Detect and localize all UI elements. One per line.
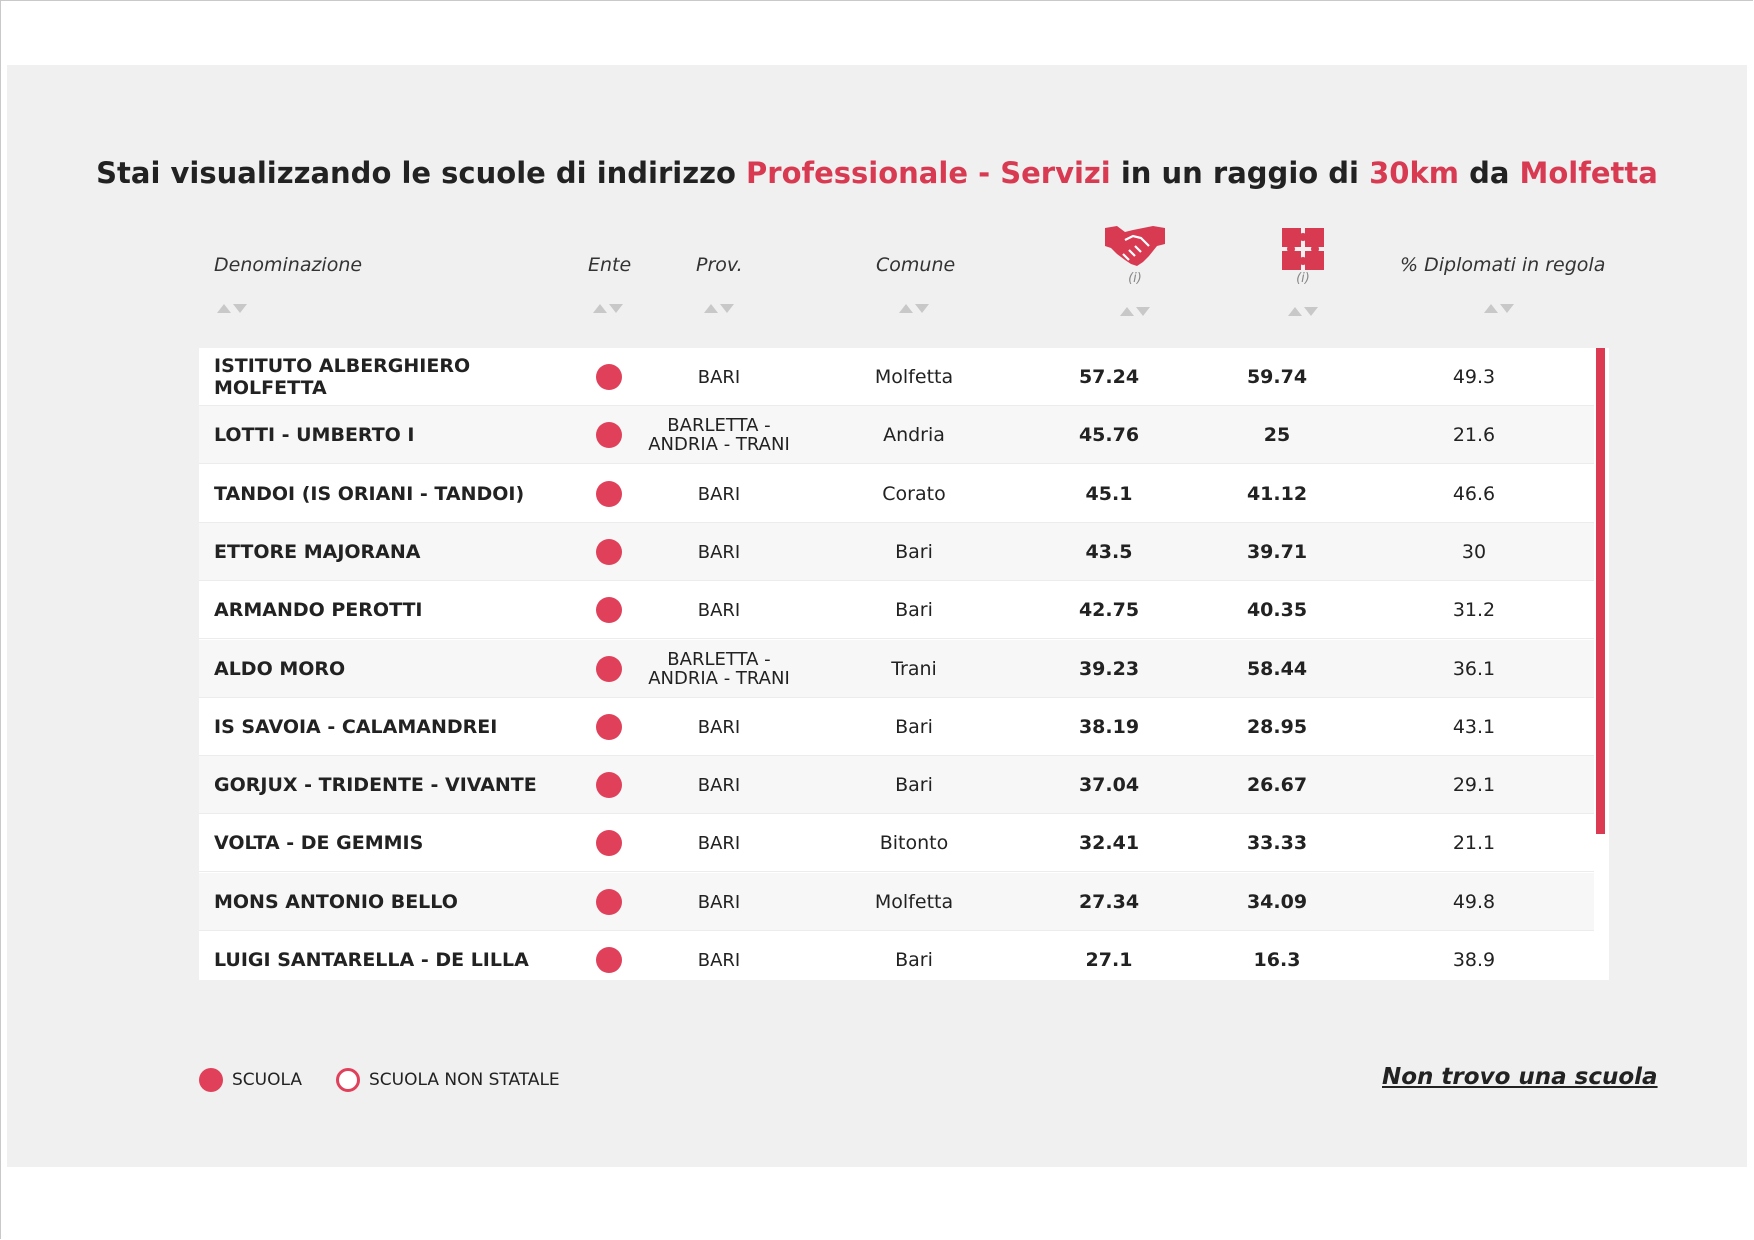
school-name[interactable]: VOLTA - DE GEMMIS [214,832,424,854]
table-row[interactable] [199,581,1594,639]
comune-cell: Trani [891,658,937,680]
value-a-cell: 32.41 [1078,832,1140,854]
sort-col-a-icon[interactable] [1118,304,1152,318]
value-b-cell: 28.95 [1246,716,1308,738]
value-b-cell: 58.44 [1246,658,1308,680]
value-b-cell: 16.3 [1253,949,1301,971]
table-row[interactable] [199,406,1594,464]
school-dot-icon [596,889,622,915]
table-row[interactable] [199,931,1594,980]
header-ente[interactable]: Ente [588,254,632,276]
school-name[interactable]: LOTTI - UMBERTO I [214,424,415,446]
sort-col-b-icon[interactable] [1286,304,1320,318]
prov-cell: BARI [697,832,741,854]
school-name[interactable]: ISTITUTO ALBERGHIERO MOLFETTA [214,355,471,399]
school-dot-icon [596,481,622,507]
school-name[interactable]: TANDOI (IS ORIANI - TANDOI) [214,483,525,505]
school-dot-icon [596,597,622,623]
indirizzo-highlight: Professionale - Servizi [746,156,1111,190]
comune-cell: Molfetta [874,891,954,913]
diplomati-cell: 43.1 [1452,716,1496,738]
prov-cell: BARI [697,891,741,913]
value-a-cell: 45.76 [1078,424,1140,446]
diplomati-cell: 49.3 [1452,366,1496,388]
value-a-cell: 57.24 [1078,366,1140,388]
comune-cell: Bitonto [879,832,949,854]
school-name[interactable]: IS SAVOIA - CALAMANDREI [214,716,498,738]
school-name[interactable]: LUIGI SANTARELLA - DE LILLA [214,949,529,971]
value-b-cell: 34.09 [1246,891,1308,913]
school-dot-icon [199,1068,223,1092]
value-b-cell: 59.74 [1246,366,1308,388]
ente-cell [594,348,624,406]
comune-cell: Bari [895,541,933,563]
table-row[interactable] [199,640,1594,698]
table-row[interactable] [199,756,1594,814]
school-dot-icon [596,539,622,565]
value-a-cell: 38.19 [1078,716,1140,738]
ente-cell [594,523,624,581]
sort-ente-icon[interactable] [591,301,625,315]
school-name[interactable]: ETTORE MAJORANA [214,541,421,563]
table-row[interactable] [199,465,1594,523]
header-comune[interactable]: Comune [876,254,956,276]
value-a-cell: 45.1 [1085,483,1133,505]
ente-cell [594,465,624,523]
table-row[interactable] [199,814,1594,872]
table-row[interactable] [199,523,1594,581]
value-b-cell: 26.67 [1246,774,1308,796]
sort-diplomati-icon[interactable] [1482,301,1516,315]
sort-denominazione-icon[interactable] [215,301,249,315]
info-icon-a[interactable]: (i) [1128,271,1142,286]
info-icon-b[interactable]: (i) [1296,271,1310,286]
puzzle-icon[interactable] [1280,226,1326,272]
school-dot-icon [596,656,622,682]
ente-cell [594,406,624,464]
diplomati-cell: 38.9 [1452,949,1496,971]
school-name[interactable]: ALDO MORO [214,658,346,680]
school-name[interactable]: GORJUX - TRIDENTE - VIVANTE [214,774,537,796]
value-a-cell: 43.5 [1085,541,1133,563]
comune-cell: Bari [895,599,933,621]
value-b-cell: 40.35 [1246,599,1308,621]
value-b-cell: 33.33 [1246,832,1308,854]
legend-non-statale: SCUOLA NON STATALE [336,1068,560,1092]
school-dot-icon [596,830,622,856]
ente-cell [594,873,624,931]
ente-cell [594,814,624,872]
value-a-cell: 37.04 [1078,774,1140,796]
value-b-cell: 39.71 [1246,541,1308,563]
comune-cell: Bari [895,774,933,796]
legend-scuola: SCUOLA [199,1068,302,1092]
diplomati-cell: 30 [1461,541,1487,563]
school-name[interactable]: ARMANDO PEROTTI [214,599,423,621]
header-diplomati[interactable]: % Diplomati in regola [1400,254,1606,276]
diplomati-cell: 46.6 [1452,483,1496,505]
ente-cell [594,581,624,639]
prov-cell: BARI [697,716,741,738]
comune-cell: Bari [895,716,933,738]
citta-highlight: Molfetta [1519,156,1658,190]
non-state-school-dot-icon [336,1068,360,1092]
comune-cell: Andria [883,424,945,446]
prov-cell: BARI [697,774,741,796]
prov-cell: BARI [697,366,741,388]
school-dot-icon [596,714,622,740]
header-denominazione[interactable]: Denominazione [214,254,363,276]
value-b-cell: 25 [1263,424,1291,446]
raggio-highlight: 30km [1369,156,1459,190]
table-row[interactable] [199,873,1594,931]
value-a-cell: 27.1 [1085,949,1133,971]
school-dot-icon [596,947,622,973]
comune-cell: Bari [895,949,933,971]
header-prov[interactable]: Prov. [696,254,743,276]
school-dot-icon [596,422,622,448]
schools-table [199,348,1609,980]
diplomati-cell: 49.8 [1452,891,1496,913]
table-row[interactable] [199,348,1594,406]
school-name[interactable]: MONS ANTONIO BELLO [214,891,458,913]
table-row[interactable] [199,698,1594,756]
school-dot-icon [596,772,622,798]
table-scrollbar[interactable] [1596,348,1605,834]
ente-cell [594,756,624,814]
value-a-cell: 39.23 [1078,658,1140,680]
diplomati-cell: 31.2 [1452,599,1496,621]
non-trovo-scuola-link[interactable]: Non trovo una scuola [1382,1064,1658,1090]
ente-cell [594,698,624,756]
prov-cell: BARI [697,541,741,563]
diplomati-cell: 36.1 [1452,658,1496,680]
prov-cell: BARI [697,483,741,505]
sort-prov-icon[interactable] [702,301,736,315]
diplomati-cell: 21.1 [1452,832,1496,854]
page-title: Stai visualizzando le scuole di indirizzo Professionale - Servizi in un raggio di 30km da Molfetta [96,156,1658,190]
sort-comune-icon[interactable] [897,301,931,315]
ente-cell [594,640,624,698]
prov-cell: BARI [697,599,741,621]
value-b-cell: 41.12 [1246,483,1308,505]
value-a-cell: 42.75 [1078,599,1140,621]
school-dot-icon [596,364,622,390]
prov-cell: BARLETTA - ANDRIA - TRANI [648,649,790,689]
diplomati-cell: 21.6 [1452,424,1496,446]
diplomati-cell: 29.1 [1452,774,1496,796]
prov-cell: BARI [697,949,741,971]
ente-cell [594,931,624,980]
comune-cell: Corato [882,483,946,505]
value-a-cell: 27.34 [1078,891,1140,913]
comune-cell: Molfetta [874,366,954,388]
prov-cell: BARLETTA - ANDRIA - TRANI [648,415,790,455]
handshake-icon[interactable] [1103,222,1167,268]
